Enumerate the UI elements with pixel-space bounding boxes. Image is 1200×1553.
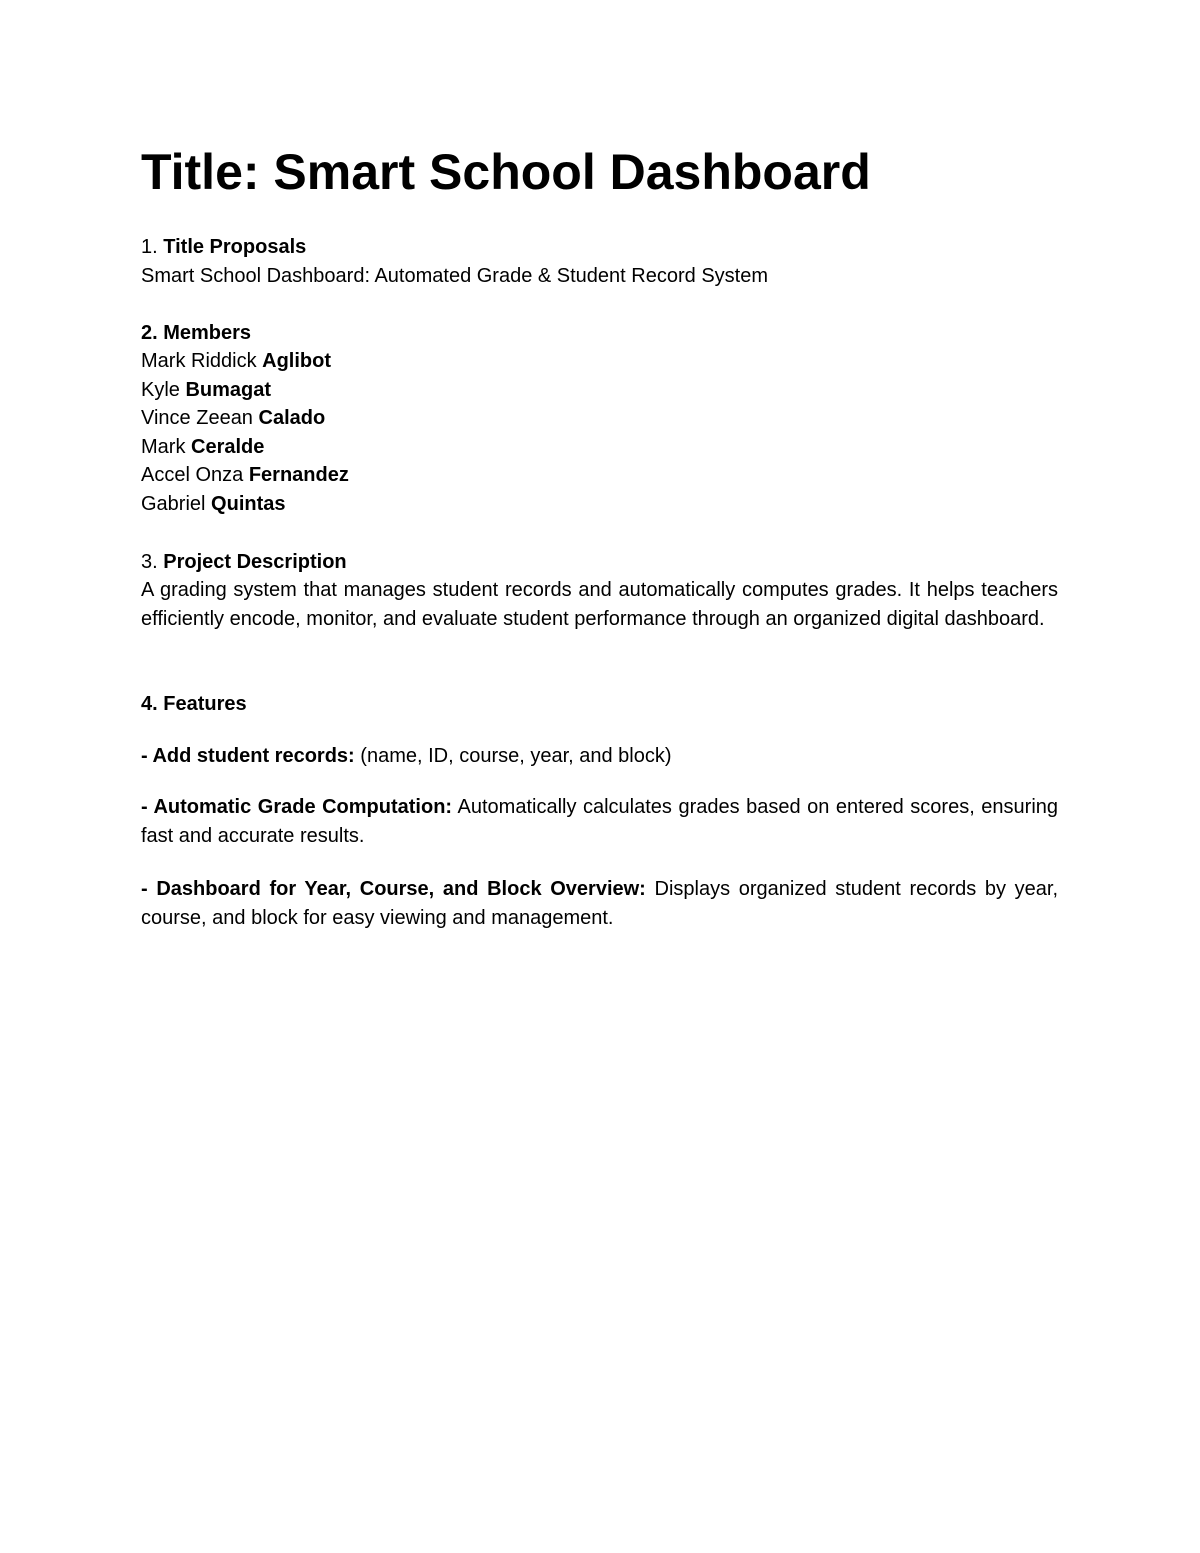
feature-text: (name, ID, course, year, and block) bbox=[360, 745, 672, 767]
feature-text: Displays organized student records by year, course, and block for easy viewing and management. bbox=[141, 878, 1059, 929]
member-item bbox=[141, 404, 325, 432]
section-number: 1. bbox=[141, 236, 158, 258]
section-members-heading: 2. Members bbox=[141, 322, 252, 344]
member-item bbox=[141, 461, 349, 489]
member-item bbox=[141, 490, 286, 518]
member-item bbox=[141, 347, 331, 375]
member-last-name: Fernandez bbox=[248, 464, 349, 486]
feature-text: Automatically calculates grades based on entered scores, ensuring fast and accurate results. bbox=[141, 796, 1059, 847]
member-last-name: Calado bbox=[258, 407, 326, 429]
member-last-name: Aglibot bbox=[262, 350, 332, 372]
feature-item bbox=[141, 875, 1058, 933]
section-heading: Project Description bbox=[163, 551, 347, 573]
feature-label: - Add student records: bbox=[141, 745, 355, 767]
document-title: Title: Smart School Dashboard bbox=[141, 144, 871, 200]
member-item bbox=[141, 433, 264, 461]
member-first-name: Accel Onza bbox=[141, 464, 244, 486]
member-first-name: Mark bbox=[141, 436, 186, 458]
member-last-name: Quintas bbox=[211, 493, 286, 515]
member-last-name: Bumagat bbox=[185, 379, 272, 401]
section-number: 3. bbox=[141, 551, 158, 573]
document-page bbox=[141, 0, 1058, 1553]
member-first-name: Vince Zeean bbox=[141, 407, 253, 429]
member-last-name: Ceralde bbox=[191, 436, 265, 458]
section-title-proposals-heading bbox=[141, 233, 306, 261]
project-description-text: A grading system that manages student records and automatically computes grades. It helps teachers efficiently encode, monitor, and evaluate student performance through an organized digital dashboard. bbox=[141, 579, 1058, 630]
feature-item bbox=[141, 742, 1058, 771]
section-features-heading: 4. Features bbox=[141, 693, 247, 715]
section-description-heading bbox=[141, 548, 347, 576]
member-first-name: Mark Riddick bbox=[141, 350, 257, 372]
title-proposal-text: Smart School Dashboard: Automated Grade & Student Record System bbox=[141, 265, 768, 287]
member-first-name: Kyle bbox=[141, 379, 180, 401]
feature-item bbox=[141, 793, 1058, 851]
feature-label: - Dashboard for Year, Course, and Block Overview: bbox=[141, 878, 646, 900]
section-heading: Title Proposals bbox=[163, 236, 307, 258]
member-first-name: Gabriel bbox=[141, 493, 206, 515]
member-item bbox=[141, 376, 271, 404]
feature-label: - Automatic Grade Computation: bbox=[141, 796, 453, 818]
